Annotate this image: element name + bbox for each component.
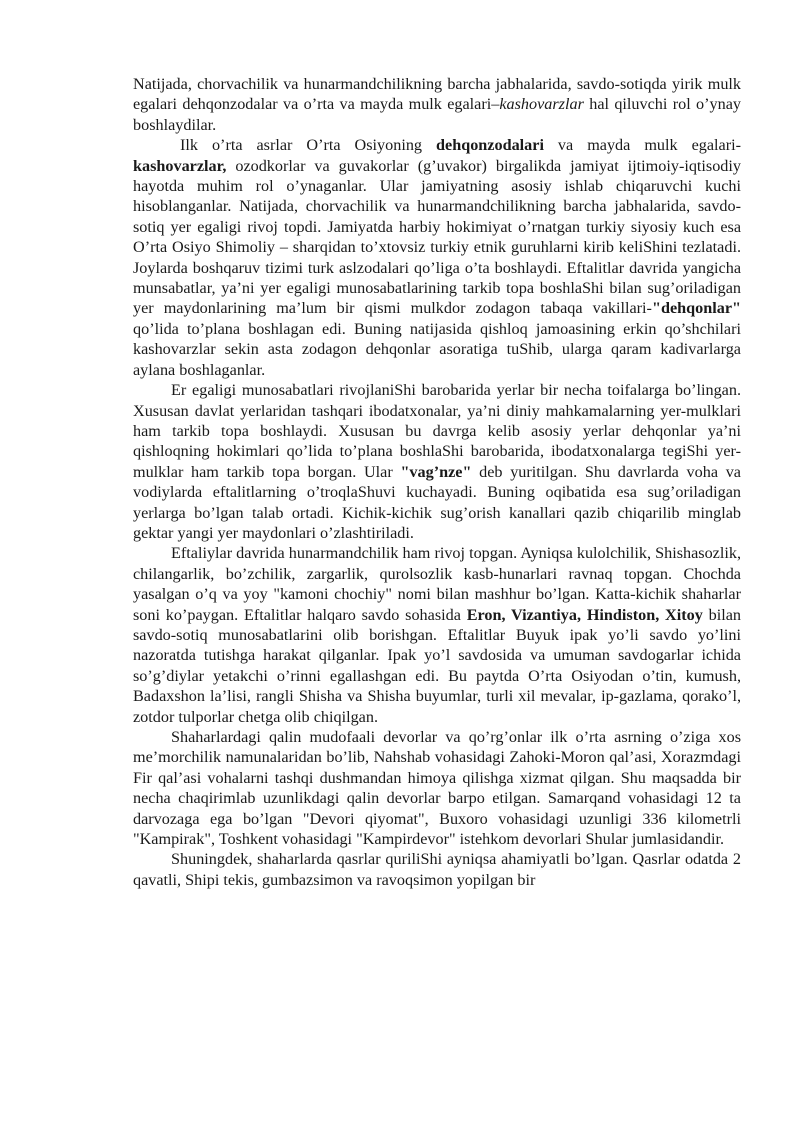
text-run: bilan savdo-sotiq munosabatlarini olib borishgan. Eftalitlar Buyuk ipak yo’li savdo yo’lini nazoratda tutishga harakat qilganlar. Ipak yo’l savdosida va umuman savdogarlar ichida so’g’diylar yetakchi o’rinni egallashgan edi. Bu paytda O’rta Osiyodan o’tin, kumush, Badaxshon la’lisi, rangli Shisha va Shisha buyumlar, turli xil mevalar, ip-gazlama, qorako’l, zotdor tulporlar chetga olib chiqilgan.	[133, 605, 741, 726]
bold-text: kashovarzlar,	[133, 156, 227, 175]
paragraph	[133, 543, 741, 727]
paragraph	[133, 849, 741, 890]
bold-text: "dehqonlar"	[651, 299, 741, 318]
text-run: qo’lida to’plana boshlagan edi. Buning natijasida qishloq jamoasining erkin qo’shchilari kashovarzlar sekin asta zodagon dehqonlar asoratiga tuShib, ularga qaram kadivarlarga aylana boshlaganlar.	[133, 319, 741, 379]
bold-text: dehqonzodalari	[436, 136, 544, 155]
text-run: Eftaliylar davrida hunarmandchilik ham rivoj topgan. Ayniqsa kulolchilik, Shishasozlik, chilangarlik, bo’zchilik, zargarlik, qurolsozlik kasb-hunarlari ravnaq topgan. Chochda yasalgan o’q va yoy "kamoni chochiy" nomi bilan mashhur bo’lgan. Katta-kichik shaharlar soni ko’paygan. Eftalitlar halqaro savdo sohasida	[133, 544, 741, 624]
text-run: ozodkorlar va guvakorlar (g’uvakor) birgalikda jamiyat ijtimoiy-iqtisodiy hayotda muhim rol o’ynaganlar. Ular jamiyatning asosiy ishlab chiqaruvchi kuchi hisoblanganlar. Natijada, chorvachilik va hunarmandchilikning barcha jabhalarida, savdo-sotiq yer egaligi rivoj topdi. Jamiyatda harbiy hokimiyat o’rnatgan turkiy siyosiy kuch esa O’rta Osiyo Shimoliy – sharqidan to’xtovsiz turkiy etnik guruhlarni kirib keliShini tezlatadi. Joylarda boshqaruv tizimi turk aslzodalari qo’liga o’ta boshlaydi. Eftalitlar davrida yangicha munsabatlar, ya’ni yer egaligi munosabatlarining tarkib topa boshlaShi bilan sug’oriladigan yer maydonlarining ma’lum bir qismi mulkdor zodagon tabaqa vakillari-	[133, 156, 741, 318]
document-page	[133, 74, 741, 890]
text-run: Shuningdek, shaharlarda qasrlar quriliShi ayniqsa ahamiyatli bo’lgan. Qasrlar odatda 2 qavatli, Shipi tekis, gumbazsimon va ravoqsimon yopilgan bir	[133, 850, 741, 889]
text-run: Ilk o’rta asrlar O’rta Osiyoning	[180, 136, 436, 155]
text-run: Shaharlardagi qalin mudofaali devorlar va qo’rg’onlar ilk o’rta asrning o’ziga xos me’morchilik namunalaridan bo’lib, Nahshab vohasidagi Zahoki-Moron qal’asi, Xorazmdagi Fir qal’asi vohalarni tashqi dushmandan himoya qilishga xizmat qilgan. Shu maqsadda bir necha chaqirimlab uzunlikdagi qalin devorlar barpo etilgan. Samarqand vohasidagi 12 ta darvozaga ega bo’lgan "Devori qiyomat", Buxoro vohasidagi uzunligi 336 kilometrli "Kampirak", Toshkent vohasidagi "Kampirdevor" istehkom devorlari Shular jumlasidandir.	[133, 728, 741, 849]
text-run: Er egaligi munosabatlari rivojlaniShi barobarida yerlar bir necha toifalarga bo’lingan. Xususan davlat yerlaridan tashqari ibodatxonalar, ya’ni diniy mahkamalarning yer-mulklari ham tarkib topa boshlaydi. Xususan bu davrga kelib asosiy yerlar dehqonlar ya’ni qishloqning hokimlari qo’lida to’plana boshlaShi barobarida, ibodatxonalarga tegiShi yer-mulklar ham tarkib topa borgan. Ular	[133, 381, 741, 481]
bold-text: Eron, Vizantiya, Hindiston, Xitoy	[466, 605, 703, 624]
italic-text: kashovarzlar	[499, 95, 584, 114]
paragraph	[133, 727, 741, 849]
text-run: Natijada, chorvachilik va hunarmandchilikning barcha jabhalarida, savdo-sotiqda yirik mulk egalari dehqonzodalar va o’rta va mayda mulk egalari–	[133, 75, 741, 114]
text-run: va mayda mulk egalari-	[543, 136, 741, 155]
bold-text: "vag’nze"	[400, 462, 472, 481]
text-run: deb yuritilgan. Shu davrlarda voha va vodiylarda eftalitlarning o’troqlaShuvi kuchayadi. Buning oqibatida esa sug’oriladigan yerlarga bo’lgan talab ortadi. Kichik-kichik sug’orish kanallari qazib chiqarilib minglab gektar yangi yer maydonlari o’zlashtiriladi.	[133, 462, 741, 542]
text-run: hal qiluvchi rol o’ynay boshlaydilar.	[133, 95, 741, 134]
paragraph	[133, 380, 741, 543]
paragraph	[133, 135, 741, 380]
paragraph	[133, 74, 741, 135]
